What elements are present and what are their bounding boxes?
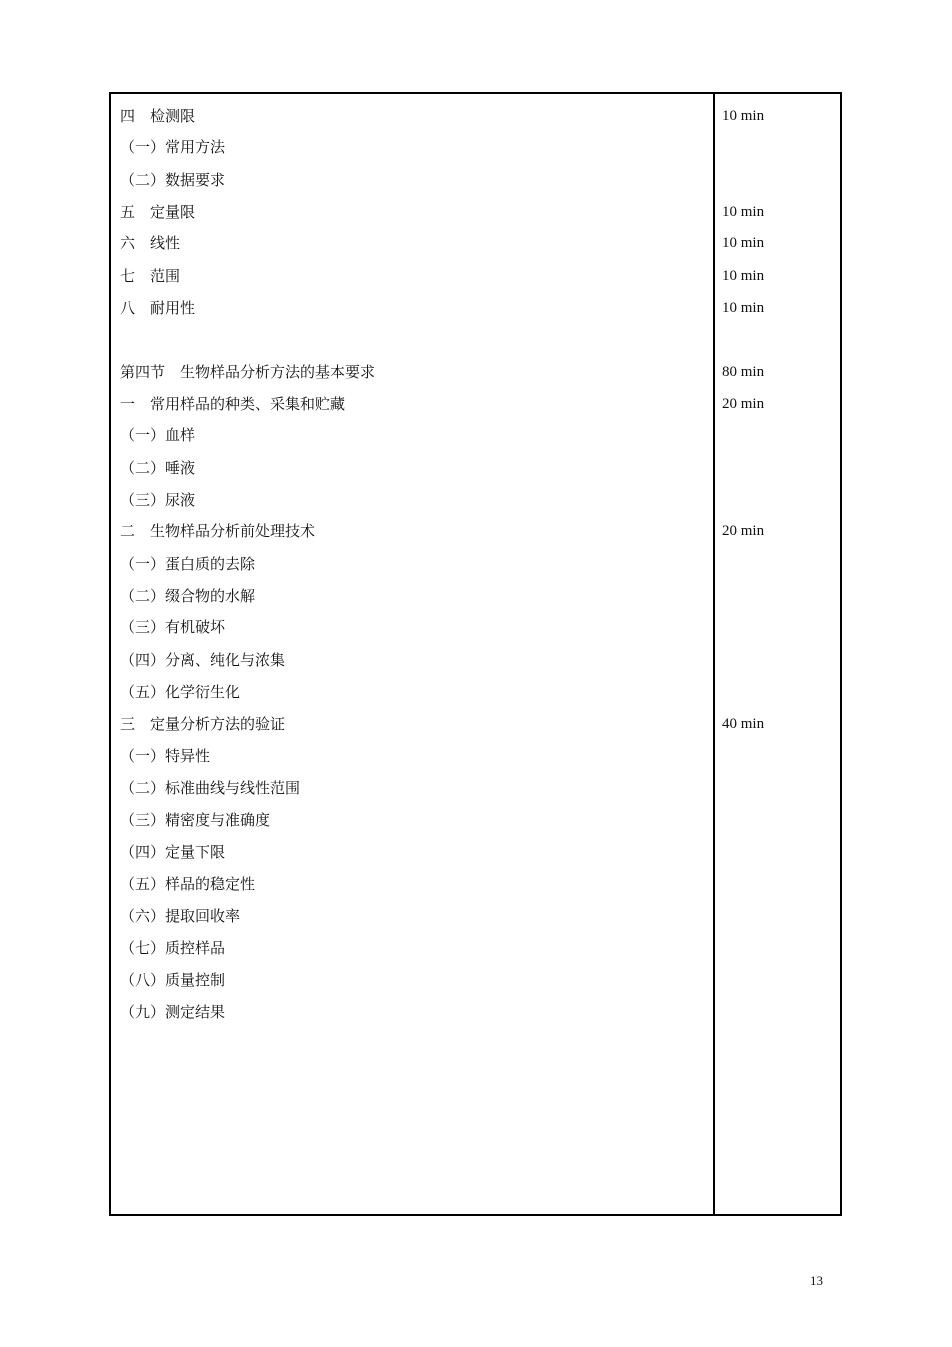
topic-label: （三）有机破坏 bbox=[120, 618, 226, 636]
table-row bbox=[111, 840, 840, 864]
table-row bbox=[111, 423, 840, 447]
table-row bbox=[111, 104, 840, 128]
time-label: 20 min bbox=[722, 523, 765, 539]
topic-label: 一 常用样品的种类、采集和贮藏 bbox=[120, 395, 346, 413]
topic-label: （二）缀合物的水解 bbox=[120, 587, 256, 605]
topic-label: （二）数据要求 bbox=[120, 171, 226, 189]
table-row bbox=[111, 231, 840, 255]
table-row bbox=[111, 488, 840, 512]
topic-label: （四）分离、纯化与浓集 bbox=[120, 651, 286, 669]
topic-label: （一）特异性 bbox=[120, 747, 211, 765]
topic-label: （四）定量下限 bbox=[120, 843, 226, 861]
table-row bbox=[111, 392, 840, 416]
topic-label: 二 生物样品分析前处理技术 bbox=[120, 522, 316, 540]
time-label: 10 min bbox=[722, 300, 765, 316]
table-row bbox=[111, 968, 840, 992]
table-row bbox=[111, 552, 840, 576]
table-row bbox=[111, 872, 840, 896]
time-label: 40 min bbox=[722, 716, 765, 732]
topic-label: （一）血样 bbox=[120, 426, 196, 444]
topic-label: （二）标准曲线与线性范围 bbox=[120, 779, 301, 797]
table-row bbox=[111, 200, 840, 224]
table-row bbox=[111, 360, 840, 384]
table-row bbox=[111, 776, 840, 800]
table-row bbox=[111, 712, 840, 736]
table-row bbox=[111, 744, 840, 768]
topic-label: （七）质控样品 bbox=[120, 939, 226, 957]
table-row bbox=[111, 135, 840, 159]
page-number: 13 bbox=[810, 1273, 823, 1288]
table-row bbox=[111, 904, 840, 928]
topic-label: （三）精密度与准确度 bbox=[120, 811, 271, 829]
table-row bbox=[111, 296, 840, 320]
topic-label: （六）提取回收率 bbox=[120, 907, 241, 925]
time-label: 10 min bbox=[722, 268, 765, 284]
table-row bbox=[111, 456, 840, 480]
topic-label: （五）化学衍生化 bbox=[120, 683, 241, 701]
table-row bbox=[111, 648, 840, 672]
table-row bbox=[111, 936, 840, 960]
topic-label: （一）常用方法 bbox=[120, 138, 226, 156]
topic-label: （八）质量控制 bbox=[120, 971, 226, 989]
topic-label: 七 范围 bbox=[120, 267, 181, 285]
time-label: 10 min bbox=[722, 235, 765, 251]
time-label: 10 min bbox=[722, 204, 765, 220]
time-label: 80 min bbox=[722, 364, 765, 380]
table-row bbox=[111, 168, 840, 192]
table-row bbox=[111, 808, 840, 832]
topic-label: 五 定量限 bbox=[120, 203, 196, 221]
section-heading: 第四节 生物样品分析方法的基本要求 bbox=[120, 363, 376, 381]
topic-label: （二）唾液 bbox=[120, 459, 196, 477]
table-row bbox=[111, 615, 840, 639]
table-row bbox=[111, 264, 840, 288]
topic-label: （三）尿液 bbox=[120, 491, 196, 509]
table-row bbox=[111, 584, 840, 608]
topic-label: 三 定量分析方法的验证 bbox=[120, 715, 286, 733]
topic-label: （一）蛋白质的去除 bbox=[120, 555, 256, 573]
course-outline-table bbox=[109, 92, 842, 1216]
topic-label: （五）样品的稳定性 bbox=[120, 875, 256, 893]
time-label: 10 min bbox=[722, 108, 765, 124]
topic-label: （九）测定结果 bbox=[120, 1003, 226, 1021]
topic-label: 四 检测限 bbox=[120, 107, 196, 125]
topic-label: 六 线性 bbox=[120, 234, 181, 252]
table-row bbox=[111, 680, 840, 704]
table-row bbox=[111, 519, 840, 543]
time-label: 20 min bbox=[722, 396, 765, 412]
topic-label: 八 耐用性 bbox=[120, 299, 196, 317]
table-row bbox=[111, 1000, 840, 1024]
